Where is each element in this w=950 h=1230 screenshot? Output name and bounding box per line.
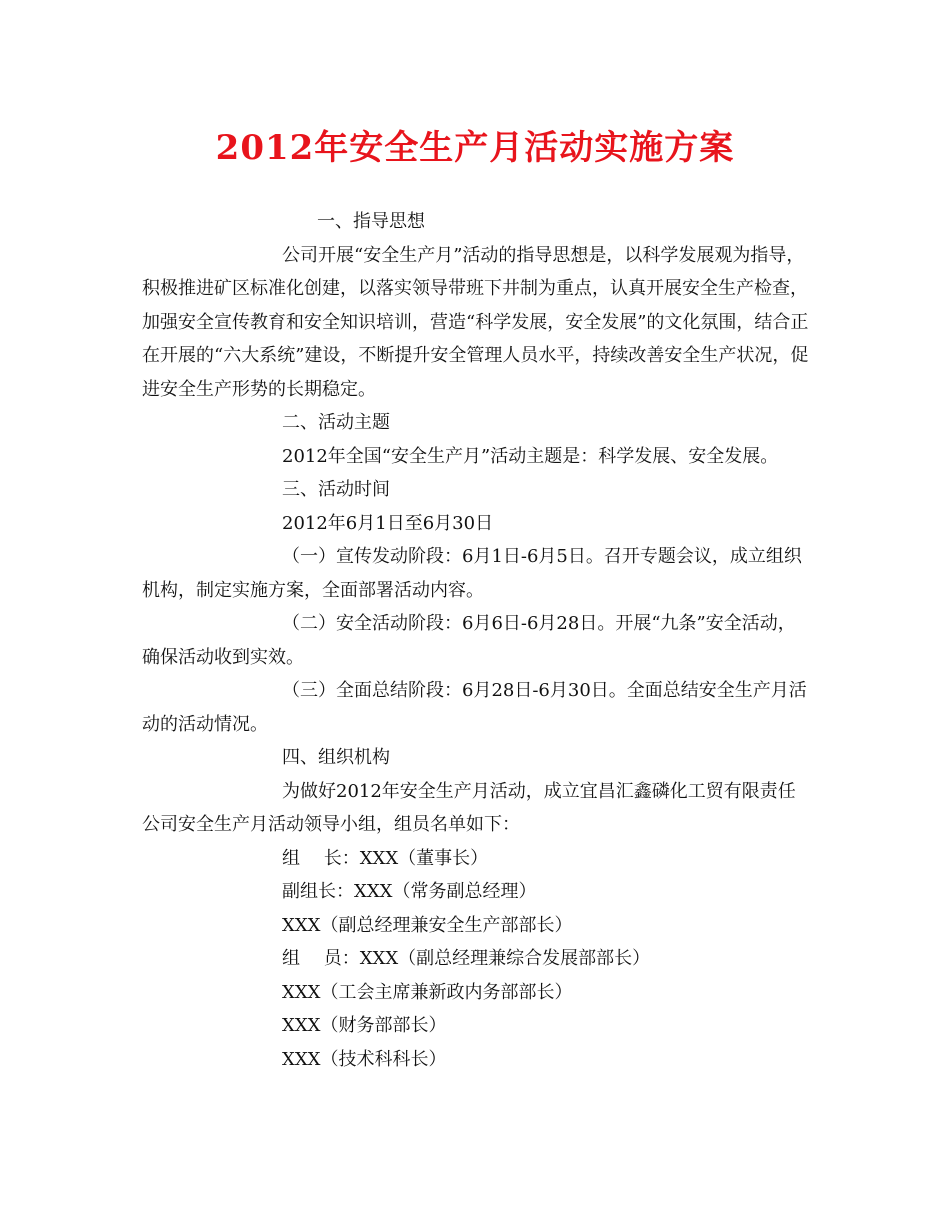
member-group-1: 组 员：XXX（副总经理兼综合发展部部长） [282,948,651,969]
paragraph-time-range: 2012年6月1日至6月30日 [282,512,494,534]
paragraph-stage-three: （三）全面总结阶段：6月28日-6月30日。全面总结安全生产月活动的活动情况。 [142,680,807,735]
paragraph-theme: 2012年全国“安全生产月”活动主题是：科学发展、安全发展。 [282,445,779,467]
member-group-3: XXX（财务部部长） [282,1015,447,1036]
paragraph-stage-two: （二）安全活动阶段：6月6日-6月28日。开展“九条”安全活动，确保活动收到实效。 [142,613,796,668]
member-leader: 组 长：XXX（董事长） [282,847,489,869]
section-heading-time: 三、活动时间 [282,479,390,500]
member-deputy-leader-2: XXX（副总经理兼安全生产部部长） [282,914,573,936]
paragraph-organization: 为做好2012年安全生产月活动，成立宜昌汇鑫磷化工贸有限责任公司安全生产月活动领导小组，组员名单如下： [142,780,796,835]
member-group-2: XXX（工会主席兼新政内务部部长） [282,981,573,1003]
section-heading-guiding-ideology: 一、指导思想 [317,211,425,232]
member-deputy-leader: 副组长：XXX（常务副总经理） [282,881,537,902]
member-group-4: XXX（技术科科长） [282,1048,447,1070]
section-heading-theme: 二、活动主题 [282,412,390,433]
document-title: 2012年安全生产月活动实施方案 [215,128,735,168]
section-heading-organization: 四、组织机构 [282,747,390,768]
paragraph-stage-one: （一）宣传发动阶段：6月1日-6月5日。召开专题会议，成立组织机构，制定实施方案，全面部署活动内容。 [142,546,802,601]
document-body [142,205,812,1076]
paragraph-guiding-ideology: 公司开展“安全生产月”活动的指导思想是，以科学发展观为指导，积极推进矿区标准化创建，以落实领导带班下井制为重点，认真开展安全生产检查，加强安全宣传教育和安全知识培训，营造“科学发展，安全发展”的文化氛围，结合正在开展的“六大系统”建设，不断提升安全管理人员水平，持续改善安全生产状况，促进安全生产形势的长期稳定。 [142,244,809,400]
